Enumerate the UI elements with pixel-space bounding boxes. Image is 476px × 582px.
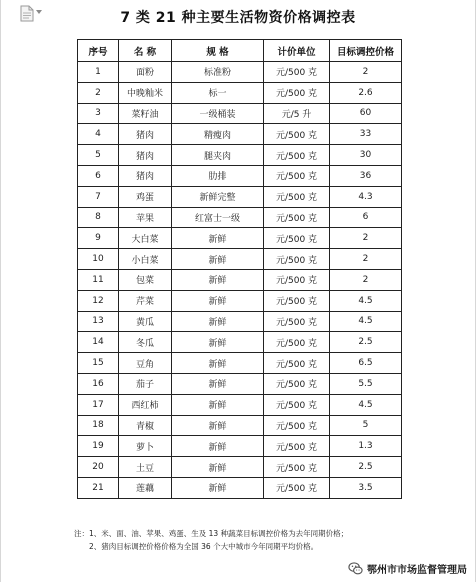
cell-unit: 元/500 克 (264, 290, 330, 311)
cell-spec: 新鲜 (172, 228, 264, 249)
column-header: 名 称 (119, 40, 172, 62)
cell-name: 小白菜 (119, 249, 172, 270)
cell-spec: 新鲜完整 (172, 186, 264, 207)
cell-index: 15 (78, 353, 119, 374)
cell-spec: 红富士一级 (172, 207, 264, 228)
cell-spec: 新鲜 (172, 332, 264, 353)
cell-spec: 肋排 (172, 165, 264, 186)
cell-name: 黄瓜 (119, 311, 172, 332)
cell-unit: 元/500 克 (264, 373, 330, 394)
table-row (78, 436, 402, 457)
page-title: 7 类 21 种主要生活物资价格调控表 (120, 10, 356, 26)
watermark-text: 鄂州市市场监督管理局 (367, 565, 467, 576)
cell-name: 猪肉 (119, 165, 172, 186)
cell-spec: 新鲜 (172, 373, 264, 394)
cell-spec: 新鲜 (172, 311, 264, 332)
cell-target-price: 60 (330, 103, 402, 124)
cell-index: 10 (78, 249, 119, 270)
cell-name: 猪肉 (119, 124, 172, 145)
cell-name: 冬瓜 (119, 332, 172, 353)
cell-spec: 新鲜 (172, 477, 264, 498)
cell-spec: 新鲜 (172, 457, 264, 478)
cell-unit: 元/500 克 (264, 415, 330, 436)
price-table (77, 39, 402, 499)
cell-unit: 元/500 克 (264, 394, 330, 415)
cell-unit: 元/500 克 (264, 477, 330, 498)
cell-unit: 元/500 克 (264, 436, 330, 457)
note-line-1: 注：1、米、面、油、苹果、鸡蛋、生及 13 种蔬菜目标调控价格为去年同期价格； (74, 529, 349, 538)
column-header: 目标调控价格 (330, 40, 402, 62)
cell-target-price: 4.5 (330, 311, 402, 332)
cell-unit: 元/500 克 (264, 269, 330, 290)
column-header: 规 格 (172, 40, 264, 62)
cell-spec: 新鲜 (172, 436, 264, 457)
cell-index: 9 (78, 228, 119, 249)
cell-index: 13 (78, 311, 119, 332)
cell-target-price: 2 (330, 228, 402, 249)
table-row (78, 373, 402, 394)
cell-name: 菜籽油 (119, 103, 172, 124)
cell-index: 1 (78, 62, 119, 83)
cell-name: 西红柿 (119, 394, 172, 415)
cell-spec: 标准粉 (172, 62, 264, 83)
cell-spec: 腿夹肉 (172, 145, 264, 166)
cell-unit: 元/500 克 (264, 311, 330, 332)
note-line-2: 2、猪肉目标调控价格价格为全国 36 个大中城市今年同期平均价格。 (89, 542, 319, 551)
cell-target-price: 4.5 (330, 290, 402, 311)
cell-target-price: 3.5 (330, 477, 402, 498)
table-row (78, 165, 402, 186)
cell-name: 面粉 (119, 62, 172, 83)
cell-target-price: 36 (330, 165, 402, 186)
table-row (78, 145, 402, 166)
cell-target-price: 2 (330, 249, 402, 270)
cell-name: 萝卜 (119, 436, 172, 457)
cell-index: 7 (78, 186, 119, 207)
table-row (78, 62, 402, 83)
cell-target-price: 2 (330, 62, 402, 83)
cell-index: 19 (78, 436, 119, 457)
cell-target-price: 4.5 (330, 394, 402, 415)
cell-spec: 新鲜 (172, 269, 264, 290)
cell-index: 20 (78, 457, 119, 478)
cell-index: 21 (78, 477, 119, 498)
table-row (78, 82, 402, 103)
cell-target-price: 5.5 (330, 373, 402, 394)
wechat-icon (348, 561, 363, 576)
table-row (78, 353, 402, 374)
table-row (78, 394, 402, 415)
cell-index: 18 (78, 415, 119, 436)
cell-spec: 一级桶装 (172, 103, 264, 124)
cell-index: 8 (78, 207, 119, 228)
cell-unit: 元/500 克 (264, 165, 330, 186)
cell-name: 豆角 (119, 353, 172, 374)
cell-target-price: 33 (330, 124, 402, 145)
cell-index: 17 (78, 394, 119, 415)
cell-index: 14 (78, 332, 119, 353)
cell-target-price: 2 (330, 269, 402, 290)
table-row (78, 207, 402, 228)
cell-index: 2 (78, 82, 119, 103)
source-watermark (348, 561, 467, 576)
cell-index: 6 (78, 165, 119, 186)
cell-unit: 元/500 克 (264, 207, 330, 228)
table-row (78, 415, 402, 436)
cell-unit: 元/500 克 (264, 228, 330, 249)
cell-spec: 新鲜 (172, 353, 264, 374)
table-row (78, 228, 402, 249)
cell-target-price: 1.3 (330, 436, 402, 457)
cell-unit: 元/500 克 (264, 82, 330, 103)
cell-name: 猪肉 (119, 145, 172, 166)
cell-name: 青椒 (119, 415, 172, 436)
column-header: 计价单位 (264, 40, 330, 62)
cell-spec: 新鲜 (172, 249, 264, 270)
cell-target-price: 2.5 (330, 332, 402, 353)
cell-index: 3 (78, 103, 119, 124)
cell-name: 莲藕 (119, 477, 172, 498)
cell-unit: 元/500 克 (264, 332, 330, 353)
cell-name: 土豆 (119, 457, 172, 478)
cell-target-price: 6.5 (330, 353, 402, 374)
cell-unit: 元/500 克 (264, 62, 330, 83)
cell-target-price: 30 (330, 145, 402, 166)
cell-unit: 元/500 克 (264, 249, 330, 270)
table-row (78, 290, 402, 311)
cell-name: 中晚籼米 (119, 82, 172, 103)
table-row (78, 457, 402, 478)
cell-name: 包菜 (119, 269, 172, 290)
table-header-row (78, 40, 402, 62)
cell-spec: 新鲜 (172, 394, 264, 415)
table-row (78, 249, 402, 270)
table-row (78, 311, 402, 332)
cell-index: 12 (78, 290, 119, 311)
table-body (78, 62, 402, 499)
cell-target-price: 2.6 (330, 82, 402, 103)
cell-index: 5 (78, 145, 119, 166)
cell-name: 鸡蛋 (119, 186, 172, 207)
cell-spec: 新鲜 (172, 290, 264, 311)
table-notes (74, 527, 348, 553)
cell-index: 16 (78, 373, 119, 394)
cell-target-price: 5 (330, 415, 402, 436)
column-header: 序号 (78, 40, 119, 62)
cell-spec: 标一 (172, 82, 264, 103)
table-row (78, 103, 402, 124)
cell-name: 茄子 (119, 373, 172, 394)
cell-unit: 元/500 克 (264, 145, 330, 166)
cell-unit: 元/500 克 (264, 124, 330, 145)
cell-index: 4 (78, 124, 119, 145)
cell-name: 苹果 (119, 207, 172, 228)
cell-name: 芹菜 (119, 290, 172, 311)
cell-unit: 元/500 克 (264, 353, 330, 374)
cell-unit: 元/5 升 (264, 103, 330, 124)
cell-name: 大白菜 (119, 228, 172, 249)
cell-target-price: 6 (330, 207, 402, 228)
cell-unit: 元/500 克 (264, 186, 330, 207)
cell-spec: 新鲜 (172, 415, 264, 436)
cell-index: 11 (78, 269, 119, 290)
table-row (78, 332, 402, 353)
cell-target-price: 2.5 (330, 457, 402, 478)
cell-target-price: 4.3 (330, 186, 402, 207)
table-row (78, 186, 402, 207)
cell-unit: 元/500 克 (264, 457, 330, 478)
cell-spec: 精瘦肉 (172, 124, 264, 145)
table-row (78, 477, 402, 498)
table-row (78, 269, 402, 290)
table-row (78, 124, 402, 145)
